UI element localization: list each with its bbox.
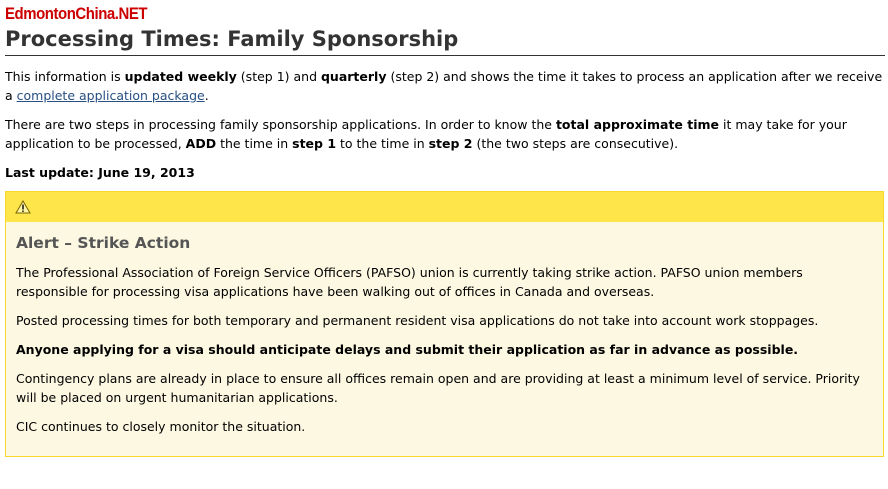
- alert-header-bar: [6, 192, 883, 222]
- last-update: Last update: June 19, 2013: [5, 165, 195, 180]
- intro-paragraph-2: [5, 115, 885, 153]
- text-segment: (step 2) and shows the time it takes to process an application after we receive a: [5, 69, 883, 103]
- warning-icon: [15, 200, 31, 214]
- alert-paragraph-2: Posted processing times for both temporary and permanent resident visa applications do not take into account work stoppages.: [16, 313, 819, 328]
- text-bold: total approximate time: [555, 117, 720, 132]
- text-segment: There are two steps in processing family sponsorship applications. In order to know the: [5, 117, 556, 132]
- text-segment: (the two steps are consecutive).: [472, 136, 679, 151]
- text-segment: to the time in: [336, 136, 429, 151]
- alert-paragraph-4: Contingency plans are already in place to ensure all offices remain open and are providing at least a minimum level of service. Priority will be placed on urgent humanitarian applications.: [16, 371, 860, 405]
- text-segment: (step 1) and: [236, 69, 321, 84]
- text-segment: .: [204, 88, 209, 103]
- text-bold: quarterly: [320, 69, 387, 84]
- alert-paragraph-1: The Professional Association of Foreign Service Officers (PAFSO) union is currently taking strike action. PAFSO union members responsible for processing visa applications have been walking out of offices in Canada and overseas.: [16, 265, 803, 299]
- alert-paragraph-3: Anyone applying for a visa should anticipate delays and submit their application as far in advance as possible.: [16, 342, 799, 357]
- text-segment: the time in: [216, 136, 293, 151]
- intro-content: [5, 67, 885, 192]
- text-bold: ADD: [185, 136, 217, 151]
- alert-body: [6, 222, 883, 436]
- text-bold: step 2: [428, 136, 473, 151]
- text-segment: it may take for your application to be processed,: [5, 117, 847, 151]
- page-title: Processing Times: Family Sponsorship: [5, 24, 885, 56]
- text-bold: updated weekly: [124, 69, 237, 84]
- text-bold: step 1: [292, 136, 337, 151]
- text-segment: This information is: [5, 69, 125, 84]
- intro-paragraph-1: [5, 67, 885, 105]
- watermark-logo: EdmontonChina.NET: [5, 4, 148, 23]
- strike-alert-box: [5, 191, 884, 457]
- alert-title: Alert – Strike Action: [16, 234, 191, 252]
- complete-application-package-link[interactable]: complete application package: [16, 88, 205, 103]
- alert-paragraph-5: CIC continues to closely monitor the situation.: [16, 419, 306, 434]
